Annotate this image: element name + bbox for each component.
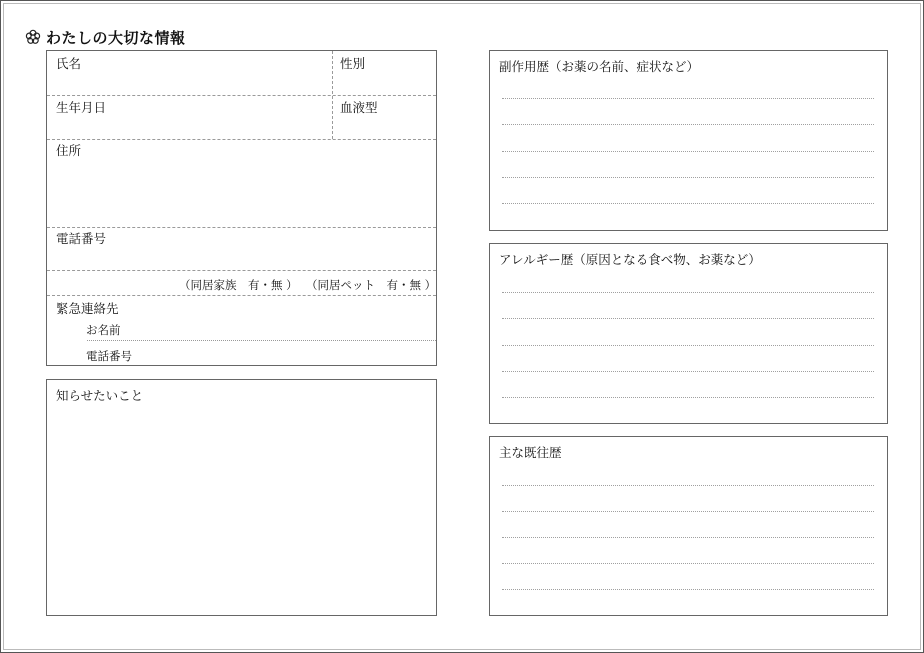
emergency-phone-label: 電話番号 — [86, 349, 132, 363]
allergies-section — [489, 243, 888, 424]
flower-icon — [25, 29, 41, 45]
emergency-name-label: お名前 — [86, 323, 121, 337]
notes-section — [46, 379, 437, 616]
phone-label: 電話番号 — [56, 231, 107, 246]
cohabit-family-option: （同居家族 有・無 ） — [179, 278, 298, 292]
cohabit-pet-option: （同居ペット 有・無 ） — [306, 278, 437, 292]
side-effects-section — [489, 50, 888, 231]
personal-info-section — [46, 50, 437, 366]
side-effects-label: 副作用歴（お薬の名前、症状など） — [499, 59, 700, 74]
address-label: 住所 — [56, 143, 82, 158]
notes-label: 知らせたいこと — [56, 388, 144, 403]
medical-history-label: 主な既往歴 — [499, 445, 562, 460]
medical-history-section — [489, 436, 888, 616]
gender-label: 性別 — [340, 56, 366, 71]
blood-type-label: 血液型 — [340, 100, 378, 115]
name-label: 氏名 — [56, 56, 82, 71]
allergies-label: アレルギー歴（原因となる食べ物、お薬など） — [499, 252, 761, 267]
page-title-text: わたしの大切な情報 — [46, 28, 186, 47]
emergency-contact-label: 緊急連絡先 — [56, 301, 119, 316]
birthdate-label: 生年月日 — [56, 100, 107, 115]
page-title — [25, 27, 186, 47]
